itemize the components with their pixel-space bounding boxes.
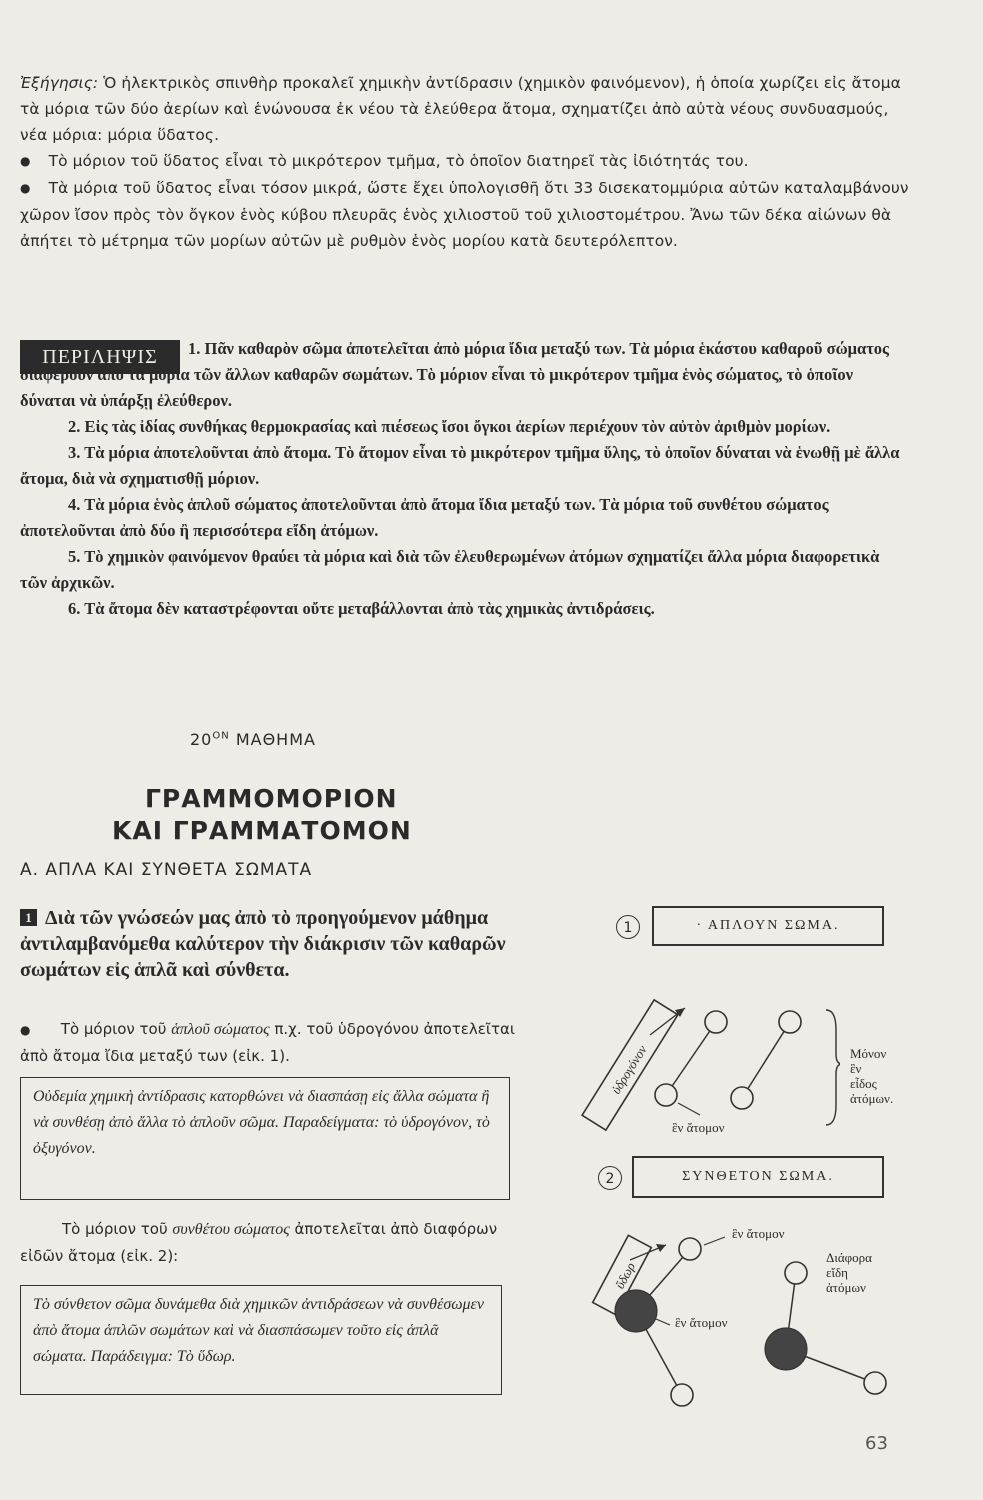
- figure2-number: 2: [598, 1166, 622, 1190]
- figure2-side-label-1: Διάφορα: [826, 1250, 872, 1265]
- summary-list: [20, 336, 900, 622]
- figure1-number: 1: [616, 915, 640, 939]
- intro-text: [20, 70, 910, 254]
- figure2-side-label-3: ἀτόμων: [826, 1280, 866, 1295]
- figure1-atom-2b: [731, 1087, 753, 1109]
- figure2-substance-label: ὕδωρ: [611, 1259, 639, 1292]
- summary-item-4: 4. Τὰ μόρια ἑνὸς ἁπλοῦ σώματος ἀποτελοῦνται ἀπὸ ἄτομα ἴδια μεταξύ των. Τὰ μόρια τοῦ συνθέτου σώματος ἀποτελοῦνται ἀπὸ δύο ἢ περισσότερα εἴδη ἀτόμων.: [20, 495, 829, 540]
- compound-pre: Τὸ μόριον τοῦ: [62, 1220, 168, 1238]
- intro-bullet-2: [20, 175, 910, 254]
- bullet-icon: ●: [20, 1023, 31, 1037]
- figure2-atom-2-center: [765, 1328, 807, 1370]
- figure2-atom-label-bottom: ἓν ἄτομον: [675, 1315, 728, 1330]
- lesson-label: ΜΑΘΗΜΑ: [235, 730, 316, 749]
- figure1-atom-1b: [655, 1084, 677, 1106]
- figure1-substance-label: ὑδρογόνον: [608, 1042, 650, 1097]
- summary-item-5: 5. Τὸ χημικὸν φαινόμενον θραύει τὰ μόρια καὶ διὰ τῶν ἐλευθερωμένων ἀτόμων σχηματίζει ἄλλα μόρια διαφορετικὰ τῶν ἀρχικῶν.: [20, 547, 880, 592]
- lead-paragraph-text: Διὰ τῶν γνώσεών μας ἀπὸ τὸ προηγούμενον μάθημα ἀντιλαμβανόμεθα καλύτερον τὴν διάκρισιν τῶν καθαρῶν σωμάτων εἰς ἁπλᾶ καὶ σύνθετα.: [20, 907, 506, 981]
- intro-bullet-2-text: Τὰ μόρια τοῦ ὕδατος εἶναι τόσον μικρά, ὥστε ἔχει ὑπολογισθῆ ὅτι 33 δισεκατομμύρια αὐτῶν καταλαμβάνουν χῶρον ἴσον πρὸς τὸν ὄγκον ἑνὸς κύβου πλευρᾶς ἑνὸς χιλιοστοῦ τοῦ χιλιοστομέτρου. Ἄνω τῶν δέκα αἰώνων θὰ ἀπήτει τὸ μέτρημα τῶν μορίων αὐτῶν μὲ ρυθμὸν ἑνὸς μορίου κατὰ δευτερόλεπτον.: [20, 179, 909, 250]
- figure2-top-pointer: [704, 1237, 725, 1245]
- figure2-molecule-diagram: [590, 1215, 900, 1415]
- figure2-atom-2b: [864, 1372, 886, 1394]
- figure1-side-label-3: εἶδος: [850, 1076, 877, 1091]
- lesson-title-line2: ΚΑΙ ΓΡΑΜΜΑΤΟΜΟΝ: [112, 816, 412, 845]
- figure2-title: ΣΥΝΘΕΤΟΝ ΣΩΜΑ.: [632, 1156, 884, 1198]
- lesson-number-value: 20: [190, 730, 213, 749]
- lead-paragraph: [20, 905, 515, 983]
- paragraph-number: 1: [20, 909, 37, 926]
- figure2-atom-2a: [785, 1262, 807, 1284]
- figure2-side-label: [826, 1250, 872, 1295]
- lesson-number-suffix: ΟΝ: [212, 730, 230, 742]
- figure1-atom-label: ἓν ἄτομον: [672, 1120, 725, 1135]
- figure1-side-label-1: Μόνον: [850, 1046, 887, 1061]
- figure1-atom-1a: [705, 1011, 727, 1033]
- lesson-title-line1: ΓΡΑΜΜΟΜΟΡΙΟΝ: [145, 784, 398, 813]
- intro-bullet-1-text: Τὸ μόριον τοῦ ὕδατος εἶναι τὸ μικρότερον τμῆμα, τὸ ὁποῖον διατηρεῖ τὰς ἰδιότητάς του.: [48, 152, 749, 170]
- simple-term: ἁπλοῦ σώματος: [171, 1021, 270, 1038]
- figure1-bond-1: [666, 1022, 716, 1095]
- figure1-side-label-4: ἀτόμων.: [850, 1091, 894, 1106]
- figure1-side-label: [850, 1046, 893, 1106]
- intro-lead-label: Ἐξήγησις:: [20, 74, 99, 92]
- figure2-atom-1b: [671, 1384, 693, 1406]
- figure1-molecule-diagram: [570, 990, 840, 1140]
- summary-item-1: 1. Πᾶν καθαρὸν σῶμα ἀποτελεῖται ἀπὸ μόρια ἴδια μεταξύ των. Τὰ μόρια ἑκάστου καθαροῦ σώματος διαφέρουν ἀπὸ τὰ μόρια τῶν ἄλλων καθαρῶν σωμάτων. Τὸ μόριον εἶναι τὸ μικρότερον τμῆμα ἑνὸς σώματος, τὸ ὁποῖον δύναται νὰ ὑπάρξῃ ἐλεύθερον.: [20, 339, 890, 410]
- figure1-title: · ΑΠΛΟΥΝ ΣΩΜΑ.: [652, 906, 884, 946]
- figure1-side-label-2: ἓν: [850, 1061, 862, 1076]
- intro-para1: Ὁ ἠλεκτρικὸς σπινθὴρ προκαλεῖ χημικὴν ἀντίδρασιν (χημικὸν φαινόμενον), ἡ ὁποία χωρίζει εἰς ἄτομα τὰ μόρια τῶν δύο ἀερίων καὶ ἑνώνουσα ἐκ νέου τὰ ἐλεύθερα ἄτομα, σχηματίζει ἀπὸ αὐτὰ νέους συνδυασμούς, νέα μόρια: μόρια ὕδατος.: [20, 74, 901, 144]
- simple-body-paragraph: [20, 1016, 515, 1069]
- figure1-atom-pointer: [678, 1103, 700, 1115]
- intro-paragraph: [20, 70, 910, 148]
- compound-term: συνθέτου σώματος: [172, 1221, 290, 1238]
- page-number: 63: [865, 1433, 888, 1454]
- section-heading: Α. ΑΠΛΑ ΚΑΙ ΣΥΝΘΕΤΑ ΣΩΜΑΤΑ: [20, 860, 313, 880]
- figure2-atom-1a: [679, 1238, 701, 1260]
- summary-item-3: 3. Τὰ μόρια ἀποτελοῦνται ἀπὸ ἄτομα. Τὸ ἄτομον εἶναι τὸ μικρότερον τμῆμα ὕλης, τὸ ὁποῖον δύναται νὰ ἑνωθῇ μὲ ἄλλα ἄτομα, διὰ νὰ σχηματισθῇ μόριον.: [20, 443, 900, 488]
- simple-body-note-box: Οὐδεμία χημικὴ ἀντίδρασις κατορθώνει νὰ διασπάσῃ εἰς ἄλλα σώματα ἢ νὰ συνθέσῃ ἀπὸ ἄλλα τὸ ἁπλοῦν σῶμα. Παραδείγματα: τὸ ὑδρογόνον, τὸ ὀξυγόνον.: [20, 1077, 510, 1200]
- lesson-number: [190, 730, 316, 749]
- figure2-atom-label-top: ἓν ἄτομον: [732, 1226, 785, 1241]
- simple-pre: Τὸ μόριον τοῦ: [60, 1020, 167, 1038]
- figure1-bond-2: [742, 1022, 790, 1098]
- intro-bullet-1: [20, 148, 910, 175]
- figure2-bottom-pointer: [656, 1319, 670, 1325]
- summary-item-2: 2. Εἰς τὰς ἰδίας συνθήκας θερμοκρασίας καὶ πιέσεως ἴσοι ὄγκοι ἀερίων περιέχουν τὸν αὐτὸν ἀριθμὸν μορίων.: [68, 417, 831, 436]
- summary-item-6: 6. Τὰ ἄτομα δὲν καταστρέφονται οὔτε μεταβάλλονται ἀπὸ τὰς χημικὰς ἀντιδράσεις.: [68, 599, 655, 618]
- figure2-side-label-2: εἴδη: [826, 1265, 848, 1280]
- compound-body-paragraph: [20, 1216, 515, 1269]
- figure1-atom-2a: [779, 1011, 801, 1033]
- compound-body-note-box: Τὸ σύνθετον σῶμα δυνάμεθα διὰ χημικῶν ἀντιδράσεων νὰ συνθέσωμεν ἀπὸ ἄτομα ἁπλῶν σωμάτων καὶ νὰ διασπάσωμεν τοῦτο εἰς ἁπλᾶ σώματα. Παράδειγμα: Τὸ ὕδωρ.: [20, 1285, 502, 1395]
- summary-label: ΠΕΡΙΛΗΨΙΣ: [20, 340, 180, 374]
- compound-post: ἀποτελεῖται ἀπὸ διαφόρων εἰδῶν ἄτομα (εἰκ. 2):: [20, 1220, 498, 1265]
- simple-post: π.χ. τοῦ ὑδρογόνου ἀποτελεῖται ἀπὸ ἄτομα ἴδια μεταξύ των (εἰκ. 1).: [20, 1020, 515, 1065]
- figure1-brace: [826, 1010, 840, 1125]
